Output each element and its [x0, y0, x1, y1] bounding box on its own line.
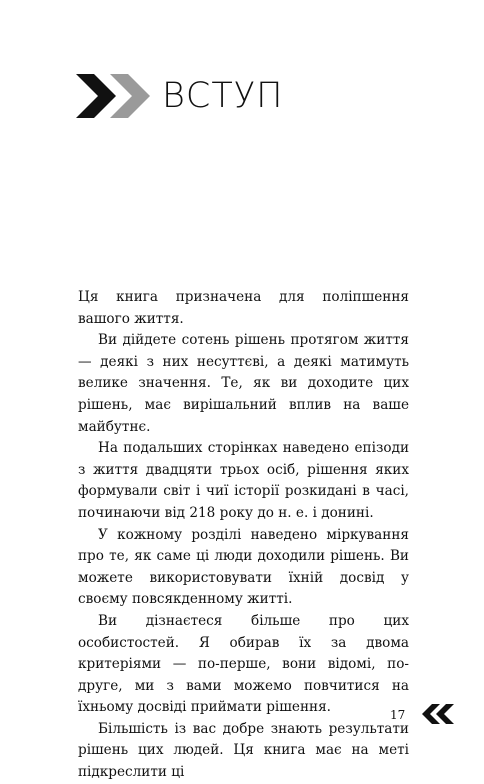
double-chevron-left-icon	[420, 704, 454, 724]
chapter-title: ВСТУП	[162, 76, 284, 116]
page-number: 17	[390, 708, 406, 722]
paragraph: Ви дізнаєтеся більше про цих особистостей. Я обирав їх за двома критеріями — по-перше, вони відомі, по-друге, ми з вами можемо повчитися на їхньому досвіді приймати рішення.	[78, 612, 409, 716]
paragraph: У кожному розділі наведено міркування про те, як саме ці люди доходили рішень. Ви можете використовувати їхній досвід у своєму повсякденному житті.	[78, 526, 409, 608]
double-chevron-right-icon	[76, 74, 154, 118]
paragraph: Ця книга призначена для поліпшення вашого життя.	[78, 289, 409, 327]
paragraph: Ви дійдете сотень рішень протягом життя — деякі з них несуттєві, а деякі матимуть велике значення. Те, як ви доходите цих рішень, має вирішальний вплив на ваше майбутнє.	[78, 332, 409, 435]
chapter-header	[76, 74, 283, 118]
paragraph: Більшість із вас добре знають результати рішень цих людей. Ця книга має на меті підкреслити ці	[78, 720, 409, 781]
body-text	[78, 287, 409, 784]
paragraph: На подальших сторінках наведено епізоди з життя двадцяти трьох осіб, рішення яких формували світ і чиї історії розкидані в часі, починаючи від 218 року до н. е. і донині.	[78, 440, 409, 521]
